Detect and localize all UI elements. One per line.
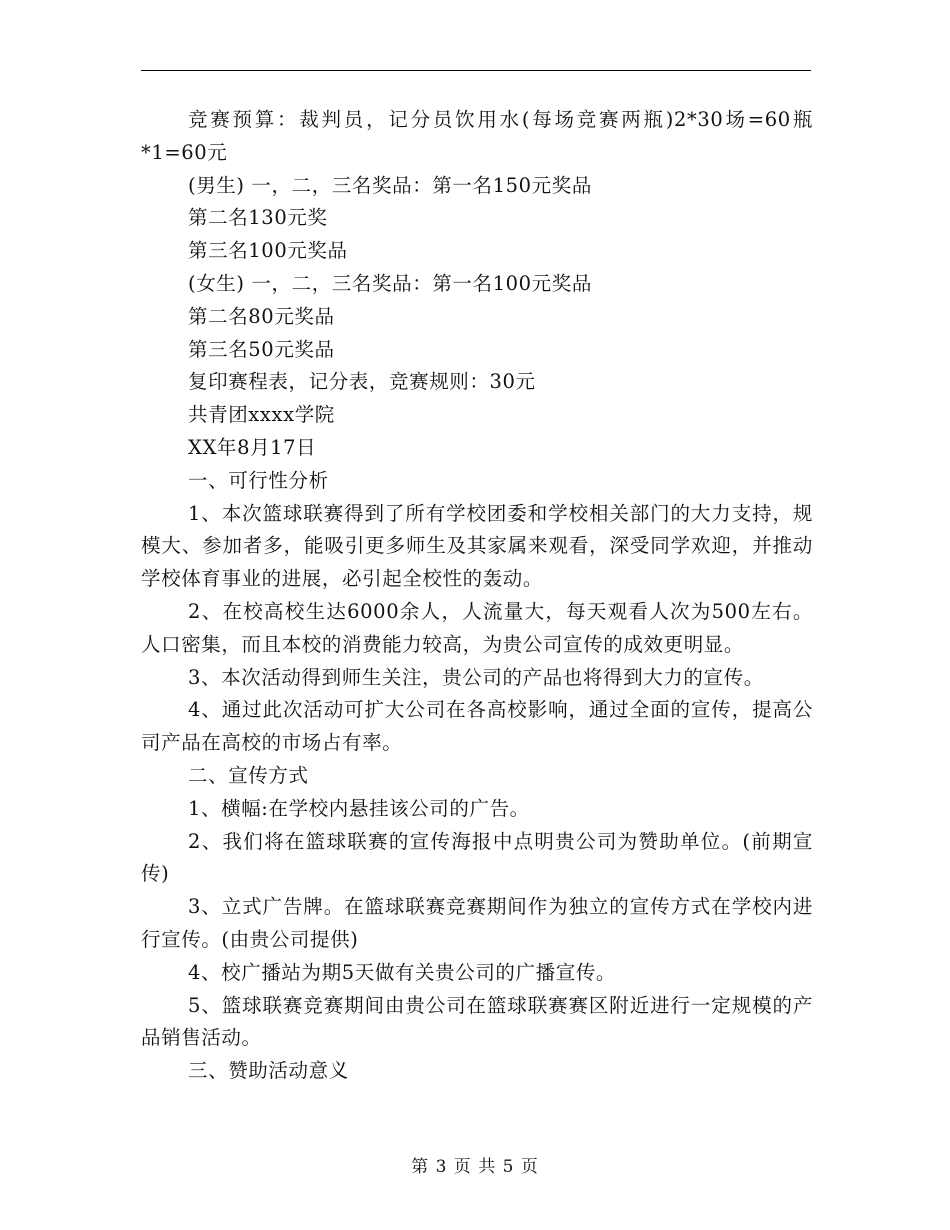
- paragraph: 共青团xxxx学院: [188, 403, 335, 427]
- paragraph: 3、立式广告牌。在篮球联赛竞赛期间作为独立的宣传方式在学校内进行宣传。(由贵公司提供): [141, 895, 813, 951]
- paragraph: 2、我们将在篮球联赛的宣传海报中点明贵公司为赞助单位。(前期宣传): [141, 829, 813, 886]
- paragraph: 1、本次篮球联赛得到了所有学校团委和学校相关部门的大力支持，规模大、参加者多，能吸引更多师生及其家属来观看，深受同学欢迎，并推动学校体育事业的进展，必引起全校性的轰动。: [141, 501, 813, 591]
- paragraph: 第二名130元奖: [188, 206, 328, 230]
- paragraph: 2、在校高校生达6000余人，人流量大，每天观看人次为500左右。人口密集，而且本校的消费能力较高，为贵公司宣传的成效更明显。: [141, 599, 813, 656]
- section-heading: 一、可行性分析: [188, 468, 329, 492]
- paragraph: 第三名50元奖品: [188, 337, 335, 361]
- paragraph: (女生) 一，二，三名奖品：第一名100元奖品: [188, 271, 592, 295]
- paragraph: 第三名100元奖品: [188, 239, 348, 263]
- paragraph: 4、通过此次活动可扩大公司在各高校影响，通过全面的宣传，提高公司产品在高校的市场占有率。: [141, 698, 813, 755]
- page-number: 第 3 页 共 5 页: [411, 1157, 539, 1177]
- paragraph: 3、本次活动得到师生关注，贵公司的产品也将得到大力的宣传。: [188, 665, 764, 689]
- header-rule: [141, 70, 811, 71]
- paragraph: 第二名80元奖品: [188, 304, 335, 328]
- paragraph: 复印赛程表，记分表，竞赛规则：30元: [188, 370, 536, 394]
- section-heading: 三、赞助活动意义: [188, 1059, 349, 1083]
- paragraph: 4、校广播站为期5天做有关贵公司的广播宣传。: [188, 960, 617, 984]
- paragraph: (男生) 一，二，三名奖品：第一名150元奖品: [188, 173, 592, 197]
- paragraph: 竞赛预算：裁判员，记分员饮用水(每场竞赛两瓶)2*30场=60瓶*1=60元: [141, 108, 813, 164]
- paragraph: XX年8月17日: [188, 435, 317, 459]
- document-body: [141, 104, 813, 1088]
- paragraph: 1、横幅:在学校内悬挂该公司的广告。: [188, 796, 530, 820]
- paragraph: 5、篮球联赛竞赛期间由贵公司在篮球联赛赛区附近进行一定规模的产品销售活动。: [141, 993, 813, 1050]
- section-heading: 二、宣传方式: [188, 763, 309, 787]
